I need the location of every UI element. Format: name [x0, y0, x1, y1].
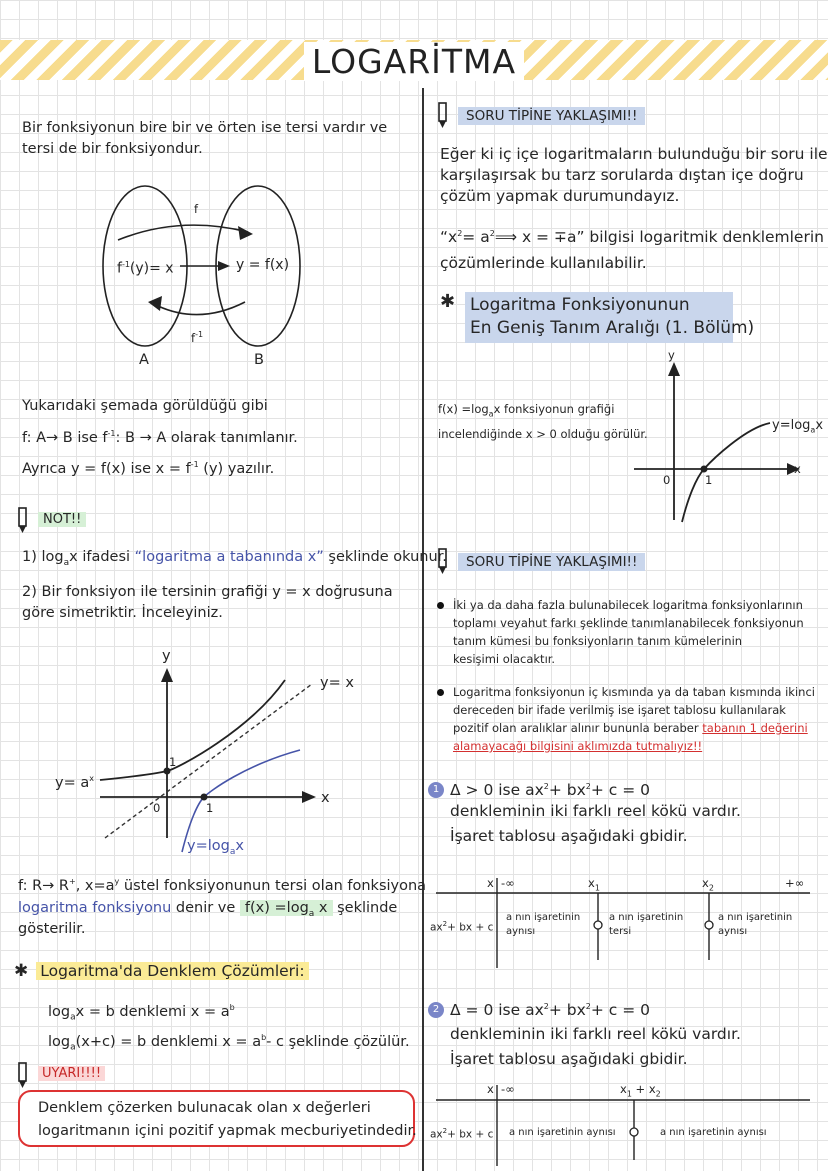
intro-line-2: tersi de bir fonksiyondur.: [22, 141, 203, 157]
bullet2-line-2: dereceden bir ifade verilmiş ise işaret tablosu kullanılarak: [453, 703, 786, 717]
case1-line-3: İşaret tablosu aşağıdaki gbidir.: [450, 827, 688, 845]
table1-minus-inf: -∞: [501, 876, 515, 890]
approach-heading-2: SORU TİPİNE YAKLAŞIMI!!: [458, 552, 645, 572]
equation-2: $\log_a(x+c) = b$ denklemi $x = a^b-$ c şeklinde çözülür.: [48, 1033, 410, 1053]
bullet1-line-2: toplamı veyahut farkı şeklinde tanımlanabilecek fonksiyonun: [453, 616, 804, 630]
bullet1-line-1: İki ya da daha fazla bulunabilecek logaritma fonksiyonlarının: [453, 598, 803, 612]
case1-line-1: Δ > 0 ise $ax^2+ bx^2+ c = 0$: [450, 781, 651, 800]
title-text: LOGARİTMA: [304, 42, 524, 81]
log-curve-label: $y=\log_ax$: [187, 838, 244, 857]
warning-line-2: logaritmanın içini pozitif yapmak mecburiyetindedir.: [38, 1123, 417, 1139]
asterisk-icon: ✱: [440, 291, 456, 312]
definition-line-2: logaritma fonksiyonu denir ve $f(x) =\log_a$ x şeklinde: [18, 900, 398, 919]
table2-x: x: [487, 1082, 494, 1096]
note-label: NOT!!: [38, 510, 86, 530]
bullet2-line-4: alamayacağı bilgisini aklımızda tutmalıyız!!: [453, 739, 703, 753]
bullet2-line-1: Logaritma fonksiyonun iç kısmında ya da taban kısmında ikinci: [453, 685, 815, 699]
table1-x2: $x_2$: [702, 876, 714, 893]
set-a-label: A: [139, 352, 149, 368]
domain-heading-line-2: En Geniş Tanım Aralığı (1. Bölüm): [470, 318, 755, 338]
table1-cell-2: a nın işaretinin tersi: [609, 912, 684, 937]
case2-line-1: Δ = 0 ise $ax^2+ bx^2+ c = 0$: [450, 1001, 651, 1020]
approach-heading-1: SORU TİPİNE YAKLAŞIMI!!: [458, 106, 645, 126]
graph2-text-1: $f(x) =\log_ax$ fonksiyonun grafiği: [438, 402, 615, 419]
scheme-line-1: Yukarıdaki şemada görüldüğü gibi: [22, 398, 268, 414]
graph1-zero: 0: [153, 801, 161, 815]
table2-minus-inf: -∞: [501, 1082, 515, 1096]
bullet2-line-3: pozitif olan aralıklar alınır bununla beraber tabanın 1 değerini: [453, 721, 808, 735]
bullet1-line-4: kesişimi olacaktır.: [453, 652, 556, 666]
para2-line-2: çözümlerinde kullanılabilir.: [440, 254, 647, 272]
graph1-y-label: y: [162, 648, 171, 664]
equation-1: $\log_ax = b$ denklemi $x = a^b$: [48, 1003, 235, 1023]
intro-line-1: Bir fonksiyonun bire bir ve örten ise tersi vardır ve: [22, 120, 388, 136]
note-item-1: 1) $\log_ax$ ifadesi “logaritma a tabanında x” şeklinde okunur.: [22, 549, 447, 568]
set-b-label: B: [254, 352, 264, 368]
domain-heading-line-1: Logaritma Fonksiyonunun: [470, 295, 690, 315]
case1-badge: 1: [428, 778, 444, 798]
table1-cell-3: a nın işaretinin aynısı: [718, 912, 793, 937]
note-item-2-line-1: 2) Bir fonksiyon ile tersinin grafiği y = x doğrusuna: [22, 584, 393, 600]
graph2-curve-label: $y=\log_ax$: [772, 418, 824, 435]
exponential-label: $y= a^x$: [55, 774, 94, 791]
arrow-finv-label: $f^{-1}$: [191, 330, 204, 345]
para1-line-2: karşılaşırsak bu tarz sorularda dıştan içe doğru: [440, 166, 804, 184]
table1-plus-inf: +∞: [785, 876, 805, 890]
arrow-f-label: f: [194, 202, 199, 216]
case1-line-2: denkleminin iki farklı reel kökü vardır.: [450, 802, 741, 820]
table1-x1: $x_1$: [588, 876, 600, 893]
table2-cell-2: a nın işaretinin aynısı: [660, 1127, 767, 1138]
warning-label: UYARI!!!!: [38, 1064, 105, 1084]
graph2-y-label: y: [668, 348, 675, 362]
para1-line-3: çözüm yapmak durumundayız.: [440, 187, 680, 205]
definition-line-1: f: R→ R+, $x=a^y$ üstel fonksiyonunun tersi olan fonksiyona: [18, 877, 427, 894]
graph2-zero: 0: [663, 473, 671, 487]
equation-heading: ✱ Logaritma'da Denklem Çözümleri:: [14, 960, 309, 982]
graph2-x-label: x: [794, 462, 801, 476]
identity-line-label: y= x: [320, 675, 354, 691]
table1-x: x: [487, 876, 494, 890]
table2-root: [630, 1128, 638, 1136]
warning-line-1: Denklem çözerken bulunacak olan x değerleri: [38, 1100, 371, 1116]
right-set-expression: y = f(x): [236, 257, 290, 273]
para1-line-1: Eğer ki iç içe logaritmaların bulunduğu bir soru ile: [440, 145, 828, 163]
case2-badge: 2: [428, 998, 444, 1018]
table2-double-root: $x_1 + x_2$: [620, 1082, 661, 1099]
table1-cell-1: a nın işaretinin aynısı: [506, 912, 581, 937]
case2-line-2: denkleminin iki farklı reel kökü vardır.: [450, 1025, 741, 1043]
table2-expression: $ax^2+$ bx + c: [430, 1127, 494, 1141]
scheme-line-3: Ayrıca y = f(x) ise $x = f^{-1}$ (y) yazılır.: [22, 460, 275, 477]
definition-line-3: gösterilir.: [18, 921, 86, 937]
graph1-x-label: x: [321, 790, 330, 806]
asterisk-icon: ✱: [14, 961, 29, 981]
graph1-one-y: 1: [169, 755, 177, 769]
graph2-one: 1: [705, 473, 713, 487]
scheme-line-2: f: A→ B ise $f^{-1}$: B → A olarak tanımlanır.: [22, 429, 298, 446]
note-item-2-line-2: göre simetriktir. İnceleyiniz.: [22, 605, 223, 621]
table1-expression: $ax^2+$ bx + c: [430, 920, 494, 934]
table2-cell-1: a nın işaretinin aynısı: [509, 1127, 616, 1138]
graph1-one-x: 1: [206, 801, 214, 815]
graph2-text-2: incelendiğinde x > 0 olduğu görülür.: [438, 427, 648, 441]
bullet1-line-3: tanım kümesi bu fonksiyonların tanım kümelerinin: [453, 634, 743, 648]
case2-line-3: İşaret tablosu aşağıdaki gbidir.: [450, 1050, 688, 1068]
left-set-expression: $f^{-1}(y)= x$: [117, 260, 174, 277]
para2-line-1: “$x^2=$ $a^2⟹$ x = ∓a” bilgisi logaritmik denklemlerin: [440, 228, 824, 247]
